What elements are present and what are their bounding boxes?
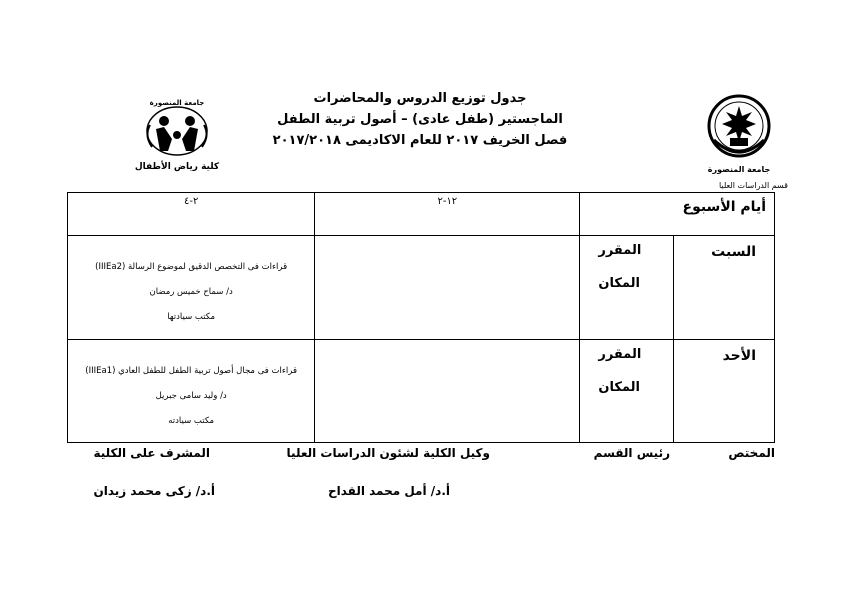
role-supervisor: المشرف على الكلية <box>93 446 210 460</box>
document-title <box>250 88 590 151</box>
table-row <box>68 340 775 443</box>
time-slot-1: ١٢-٢ <box>437 196 458 207</box>
instructor-name: د/ سماح خميس رمضان <box>149 287 233 297</box>
course-cell <box>68 340 315 443</box>
title-line-3: فصل الخريف ٢٠١٧ للعام الاكاديمى ٢٠١٧/٢٠١٨ <box>272 133 568 148</box>
empty-slot-cell <box>315 236 580 340</box>
title-line-1: جدول توزيع الدروس والمحاضرات <box>313 91 527 106</box>
days-header-cell <box>580 193 775 236</box>
role-vice-dean: وكيل الكلية لشئون الدراسات العليا <box>286 446 490 460</box>
university-logo <box>700 88 778 178</box>
role-specialist: المختص <box>728 446 775 460</box>
course-label: المقرر <box>598 243 642 258</box>
department-label: قسم الدراسات العليا <box>718 181 788 190</box>
instructor-name: د/ وليد سامى جبريل <box>155 391 227 401</box>
svg-text:كلية رياض الأطفال: كلية رياض الأطفال <box>134 162 220 172</box>
place-label: المكان <box>598 380 640 395</box>
title-line-2: الماجستير (طفل عادى) – أصول تربية الطفل <box>277 112 563 127</box>
course-location: مكتب سيادتها <box>167 312 216 322</box>
time-slot-1-cell <box>315 193 580 236</box>
vice-dean-name: أ.د/ أمل محمد القداح <box>327 484 450 498</box>
course-cell <box>68 236 315 340</box>
day-sunday: الأحد <box>722 348 756 364</box>
faculty-logo <box>130 95 225 175</box>
time-slot-2-cell <box>68 193 315 236</box>
days-header: أيام الأسبوع <box>682 199 766 215</box>
svg-text:جامعة المنصورة: جامعة المنصورة <box>707 165 771 174</box>
day-cell <box>673 340 774 443</box>
place-label: المكان <box>598 276 640 291</box>
labels-cell <box>580 236 674 340</box>
role-head: رئيس القسم <box>593 446 670 460</box>
svg-text:جامعة المنصورة: جامعة المنصورة <box>149 99 205 107</box>
course-name: قراءات فى التخصص الدقيق لموضوع الرسالة (IIIEa2) <box>95 262 288 272</box>
supervisor-name: أ.د/ زكى محمد زيدان <box>93 484 215 498</box>
labels-cell <box>580 340 674 443</box>
course-label: المقرر <box>598 347 642 362</box>
course-name: قراءات فى مجال أصول تربية الطفل للطفل العادي (IIIEa1) <box>85 366 298 376</box>
table-header-row <box>68 193 775 236</box>
empty-slot-cell <box>315 340 580 443</box>
day-saturday: السبت <box>711 244 756 260</box>
time-slot-2: ٢-٤ <box>183 196 199 207</box>
schedule-table <box>67 192 775 443</box>
day-cell <box>673 236 774 340</box>
table-row <box>68 236 775 340</box>
course-location: مكتب سيادته <box>168 416 215 426</box>
